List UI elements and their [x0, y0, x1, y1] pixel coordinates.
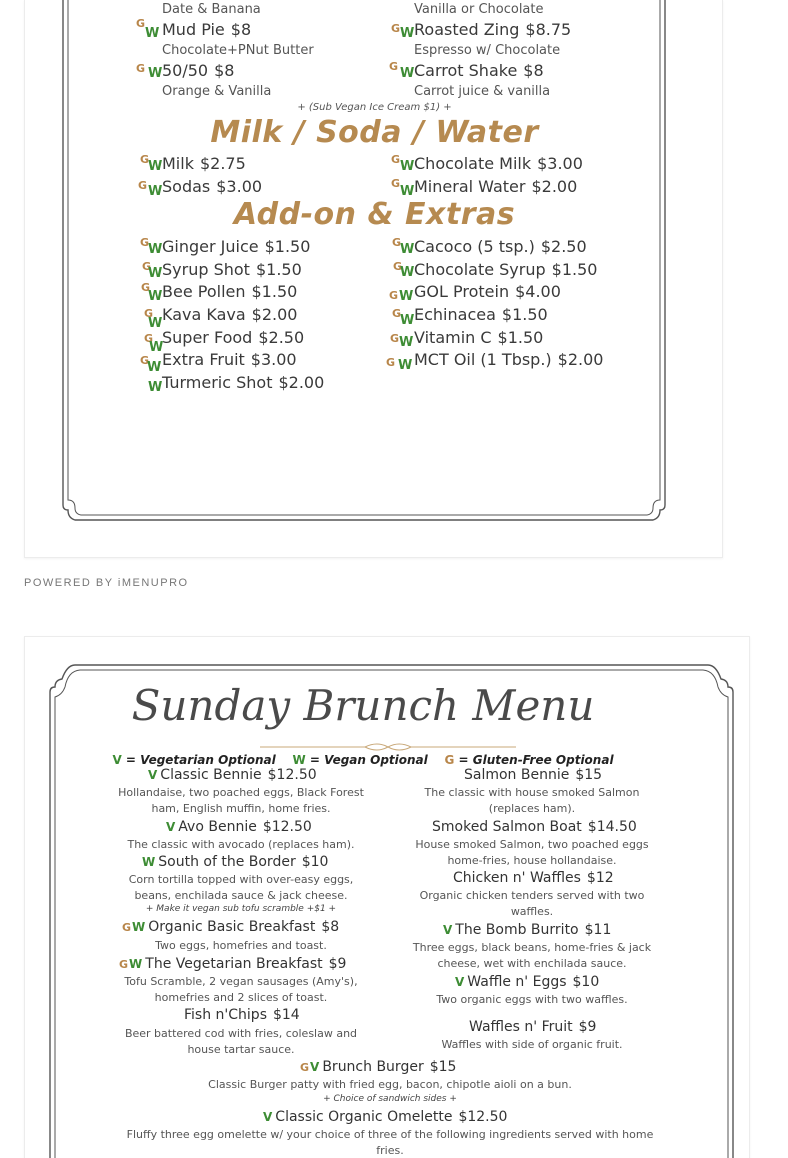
menu-item-desc: Beer battered cod with fries, coleslaw and house tartar sauce. [124, 1027, 358, 1056]
gluten-free-icon: G [300, 1061, 310, 1074]
menu-item-waffle-n-eggs: V Waffle n' Eggs $10 [455, 974, 600, 990]
menu-item-mud-pie: Mud Pie $8 [162, 20, 252, 39]
shake-desc-cut-right: Vanilla or Chocolate [414, 2, 544, 17]
menu-item-desc: Classic Burger patty with fried egg, bacon, chipotle aioli on a bun. [208, 1078, 572, 1091]
menu-item-brunch-burger: GV Brunch Burger $15 [300, 1059, 457, 1075]
menu-item-vitamin-c: Vitamin C $1.50 [414, 328, 544, 347]
gluten-free-icon: G [391, 22, 401, 35]
menu-item-cacoco: Cacoco (5 tsp.) $2.50 [414, 237, 587, 256]
menu-item-waffles-n-fruit: Waffles n' Fruit $9 [469, 1019, 597, 1035]
menu-item-classic-organic-omelette: V Classic Organic Omelette $12.50 [263, 1109, 508, 1125]
vegan-icon: W [400, 242, 415, 257]
vegan-icon: W [148, 66, 163, 81]
vegan-icon: W [400, 313, 415, 328]
vegetarian-icon: V [443, 923, 453, 937]
menu-item-ginger-juice: Ginger Juice $1.50 [162, 237, 311, 256]
menu-item-desc: Waffles with side of organic fruit. [441, 1038, 623, 1051]
vegan-icon: W [400, 66, 415, 81]
menu-item-carrot-shake: Carrot Shake $8 [414, 61, 544, 80]
vegan-icon: W [148, 316, 163, 331]
menu-item-50-50: 50/50 $8 [162, 61, 235, 80]
menu-item-vegetarian-breakfast: GW The Vegetarian Breakfast $9 [119, 956, 347, 972]
gluten-free-icon: G [122, 921, 132, 934]
menu-item-bee-pollen: Bee Pollen $1.50 [162, 282, 298, 301]
menu-item-smoked-salmon-boat: Smoked Salmon Boat $14.50 [432, 819, 637, 835]
gluten-free-icon: G [141, 281, 151, 294]
menu-item-desc: Orange & Vanilla [162, 84, 272, 99]
gluten-free-icon: G [142, 260, 152, 273]
legend-vegan-label: = Vegan Optional [309, 753, 428, 767]
sub-vegan-note: + (Sub Vegan Ice Cream $1) + [297, 102, 452, 113]
menu-item-sodas: Sodas $3.00 [162, 177, 263, 196]
section-heading-milk: Milk / Soda / Water [210, 115, 539, 150]
menu-item-chicken-n-waffles: Chicken n' Waffles $12 [453, 870, 614, 886]
menu-item-desc: Carrot juice & vanilla [414, 84, 551, 99]
menu-item-desc: Three eggs, black beans, home-fries & jack cheese, wet with enchilada sauce. [412, 941, 652, 970]
vegetarian-icon: V [148, 768, 158, 782]
gluten-free-icon: G [391, 177, 401, 190]
gluten-free-icon: G [391, 153, 401, 166]
menu-item-desc: Two organic eggs with two waffles. [436, 993, 628, 1006]
gluten-free-icon: G [136, 17, 146, 30]
shake-desc-cut-left: Date & Banana [162, 2, 261, 17]
vegan-icon: W [400, 265, 415, 280]
gluten-free-icon: G [144, 332, 154, 345]
menu-item-organic-basic-breakfast: GW Organic Basic Breakfast $8 [122, 919, 340, 935]
menu-item-roasted-zing: Roasted Zing $8.75 [414, 20, 572, 39]
menu-item-super-food: Super Food $2.50 [162, 328, 305, 347]
vegan-icon: W [398, 358, 413, 373]
vegan-icon: W [132, 920, 146, 934]
powered-by-link[interactable]: POWERED BY iMENUPRO [24, 577, 189, 589]
vegan-icon: W [399, 335, 414, 350]
vegan-icon: W [148, 184, 163, 199]
legend-gluten-free-label: = Gluten-Free Optional [458, 753, 614, 767]
gluten-free-icon: G [392, 236, 402, 249]
gluten-free-icon: G [140, 153, 150, 166]
menu-item-milk: Milk $2.75 [162, 154, 246, 173]
gluten-free-icon: G [144, 307, 154, 320]
gluten-free-icon: G [119, 958, 129, 971]
dietary-legend [0, 753, 726, 767]
gluten-free-icon: G [444, 753, 455, 767]
menu-item-desc: Fluffy three egg omelette w/ your choice of three of the following ingredients served with home fries. [126, 1128, 654, 1157]
vegan-icon: W [149, 340, 164, 355]
menu-item-desc: Two eggs, homefries and toast. [155, 939, 327, 952]
menu-item-desc: The classic with house smoked Salmon (replaces ham). [424, 786, 640, 815]
vegan-icon: W [142, 855, 156, 869]
menu-item-desc: Chocolate+PNut Butter [162, 43, 314, 58]
vegan-icon: W [400, 26, 415, 41]
vegan-icon: W [399, 289, 414, 304]
gluten-free-icon: G [389, 60, 399, 73]
menu-item-desc: Organic chicken tenders served with two waffles. [419, 889, 645, 918]
menu-item-chocolate-syrup: Chocolate Syrup $1.50 [414, 260, 598, 279]
vegan-icon: W [400, 184, 415, 199]
vegan-icon: W [148, 266, 163, 281]
menu-item-mct-oil: MCT Oil (1 Tbsp.) $2.00 [414, 350, 604, 369]
menu-item-desc: Tofu Scramble, 2 vegan sausages (Amy's), homefries and 2 slices of toast. [124, 975, 358, 1004]
vegetarian-icon: V [310, 1060, 320, 1074]
menu-frame-border [25, 0, 724, 558]
menu-item-kava-kava: Kava Kava $2.00 [162, 305, 298, 324]
gluten-free-icon: G [136, 62, 146, 75]
vegan-icon: W [148, 380, 163, 395]
menu-item-classic-bennie: V Classic Bennie $12.50 [148, 767, 317, 783]
gluten-free-icon: G [140, 354, 150, 367]
vegetarian-icon: V [166, 820, 176, 834]
vegan-icon: W [292, 753, 306, 767]
menu-card-drinks [24, 0, 723, 558]
gluten-free-icon: G [140, 236, 150, 249]
menu-item-mineral-water: Mineral Water $2.00 [414, 177, 578, 196]
vegetarian-icon: V [263, 1110, 273, 1124]
gluten-free-icon: G [393, 260, 403, 273]
menu-item-desc: Hollandaise, two poached eggs, Black Forest ham, English muffin, home fries. [118, 786, 364, 815]
menu-item-note: + Make it vegan sub tofu scramble +$1 + [145, 904, 337, 914]
vegan-icon: W [400, 159, 415, 174]
gluten-free-icon: G [386, 356, 396, 369]
menu-item-south-of-the-border: W South of the Border $10 [142, 854, 329, 870]
menu-item-desc: Espresso w/ Chocolate [414, 43, 561, 58]
vegetarian-icon: V [112, 753, 122, 767]
vegan-icon: W [147, 360, 162, 375]
vegan-icon: W [148, 242, 163, 257]
menu-item-bomb-burrito: V The Bomb Burrito $11 [443, 922, 612, 938]
vegan-icon: W [145, 26, 160, 41]
gluten-free-icon: G [392, 307, 402, 320]
menu-item-avo-bennie: V Avo Bennie $12.50 [166, 819, 312, 835]
menu-item-fish-n-chips: Fish n'Chips $14 [184, 1007, 300, 1023]
section-heading-addons: Add-on & Extras [233, 197, 516, 232]
menu-item-extra-fruit: Extra Fruit $3.00 [162, 350, 297, 369]
menu-item-note: + Choice of sandwich sides + [323, 1094, 457, 1104]
vegetarian-icon: V [455, 975, 465, 989]
vegan-icon: W [148, 289, 163, 304]
menu-item-chocolate-milk: Chocolate Milk $3.00 [414, 154, 583, 173]
menu-item-desc: Corn tortilla topped with over-easy eggs, beans, enchilada sauce & jack cheese. [128, 873, 354, 902]
menu-item-desc: The classic with avocado (replaces ham). [127, 838, 355, 851]
gluten-free-icon: G [389, 289, 399, 302]
legend-vegetarian-label: = Vegetarian Optional [125, 753, 276, 767]
menu-item-desc: House smoked Salmon, two poached eggs home-fries, house hollandaise. [415, 838, 649, 867]
menu-item-gol-protein: GOL Protein $4.00 [414, 282, 561, 301]
gluten-free-icon: G [138, 179, 148, 192]
menu-item-turmeric-shot: Turmeric Shot $2.00 [162, 373, 325, 392]
vegan-icon: W [129, 957, 143, 971]
menu-item-salmon-bennie: Salmon Bennie $15 [464, 767, 603, 783]
menu-item-echinacea: Echinacea $1.50 [414, 305, 548, 324]
page-title: Sunday Brunch Menu [131, 681, 595, 730]
menu-item-syrup-shot: Syrup Shot $1.50 [162, 260, 302, 279]
gluten-free-icon: G [390, 332, 400, 345]
vegan-icon: W [148, 159, 163, 174]
